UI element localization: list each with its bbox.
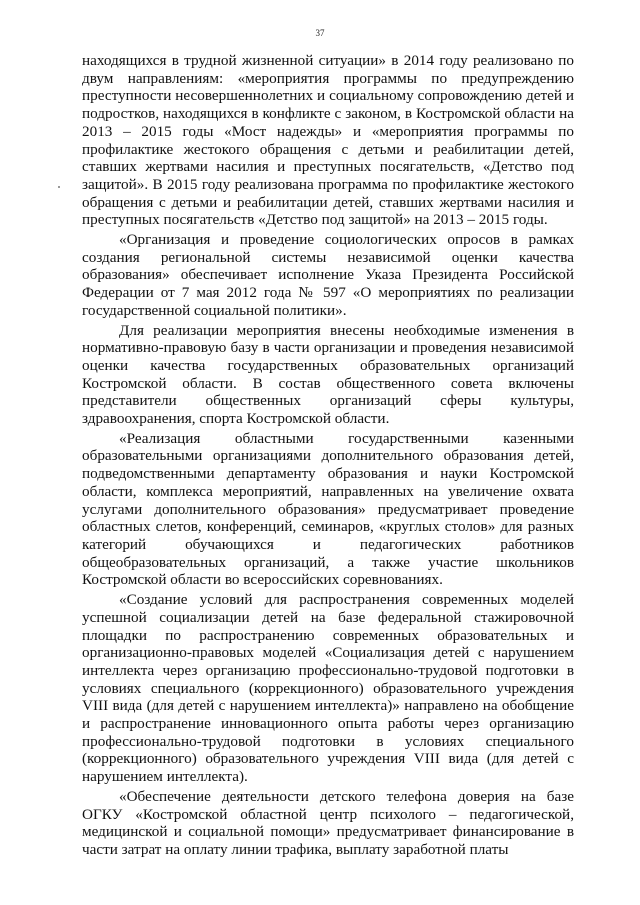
paragraph-5: «Создание условий для распространения современных моделей успешной социализации детей на базе федеральной стажировочной площадки по распространению современных образовательных и организационно-правовых моделей «Социализация детей с нарушением интеллекта через организацию профессионально-трудовой подготовки в условиях специального (коррекционного) образовательного учреждения VIII вида (для детей с нарушением интеллекта)» направлено на обобщение и распространение инновационного опыта работы через организацию профессионально-трудовой подготовки в условиях специального (коррекционного) образовательного учреждения VIII вида (для детей с нарушением интеллекта). xyxy=(82,591,574,786)
document-body xyxy=(82,52,574,859)
paragraph-6: «Обеспечение деятельности детского телефона доверия на базе ОГКУ «Костромской областной центр психолого – педагогической, медицинской и социальной помощи» предусматривает финансирование в части затрат на оплату линии трафика, выплату заработной платы xyxy=(82,787,574,858)
paragraph-4: «Реализация областными государственными казенными образовательными организациями дополнительного образования детей, подведомственными департаменту образования и науки Костромской области, комплекса мероприятий, направленных на увеличение охвата услугами дополнительного образования» предусматривает проведение областных слетов, конференций, семинаров, «круглых столов» для разных категорий обучающихся и педагогических работников общеобразовательных организаций, а также участие школьников Костромской области во всероссийских соревнованиях. xyxy=(82,429,574,589)
scan-mark xyxy=(58,186,60,188)
page-number: 37 xyxy=(315,28,325,38)
paragraph-2: «Организация и проведение социологических опросов в рамках создания региональной системы независимой оценки качества образования» обеспечивает исполнение Указа Президента Российской Федерации от 7 мая 2012 года № 597 «О мероприятиях по реализации государственной социальной политики». xyxy=(82,231,574,319)
paragraph-1: находящихся в трудной жизненной ситуации» в 2014 году реализовано по двум направлениям: «мероприятия программы по предупреждению преступности несовершеннолетних и социальному сопровождению детей и подростков, находящихся в конфликте с законом, в Костромской области на 2013 – 2015 годы «Мост надежды» и «мероприятия программы по профилактике жестокого обращения с детьми и реабилитации детей, ставших жертвами насилия и преступных посягательств, «Детство под защитой». В 2015 году реализована программа по профилактике жестокого обращения с детьми и реабилитации детей, ставших жертвами насилия и преступных посягательств «Детство под защитой» на 2013 – 2015 годы. xyxy=(82,52,574,229)
paragraph-3: Для реализации мероприятия внесены необходимые изменения в нормативно-правовую базу в части организации и проведения независимой оценки качества государственных образовательных организаций Костромской области. В состав общественного совета включены представители общественных организаций сферы культуры, здравоохранения, спорта Костромской области. xyxy=(82,321,574,428)
